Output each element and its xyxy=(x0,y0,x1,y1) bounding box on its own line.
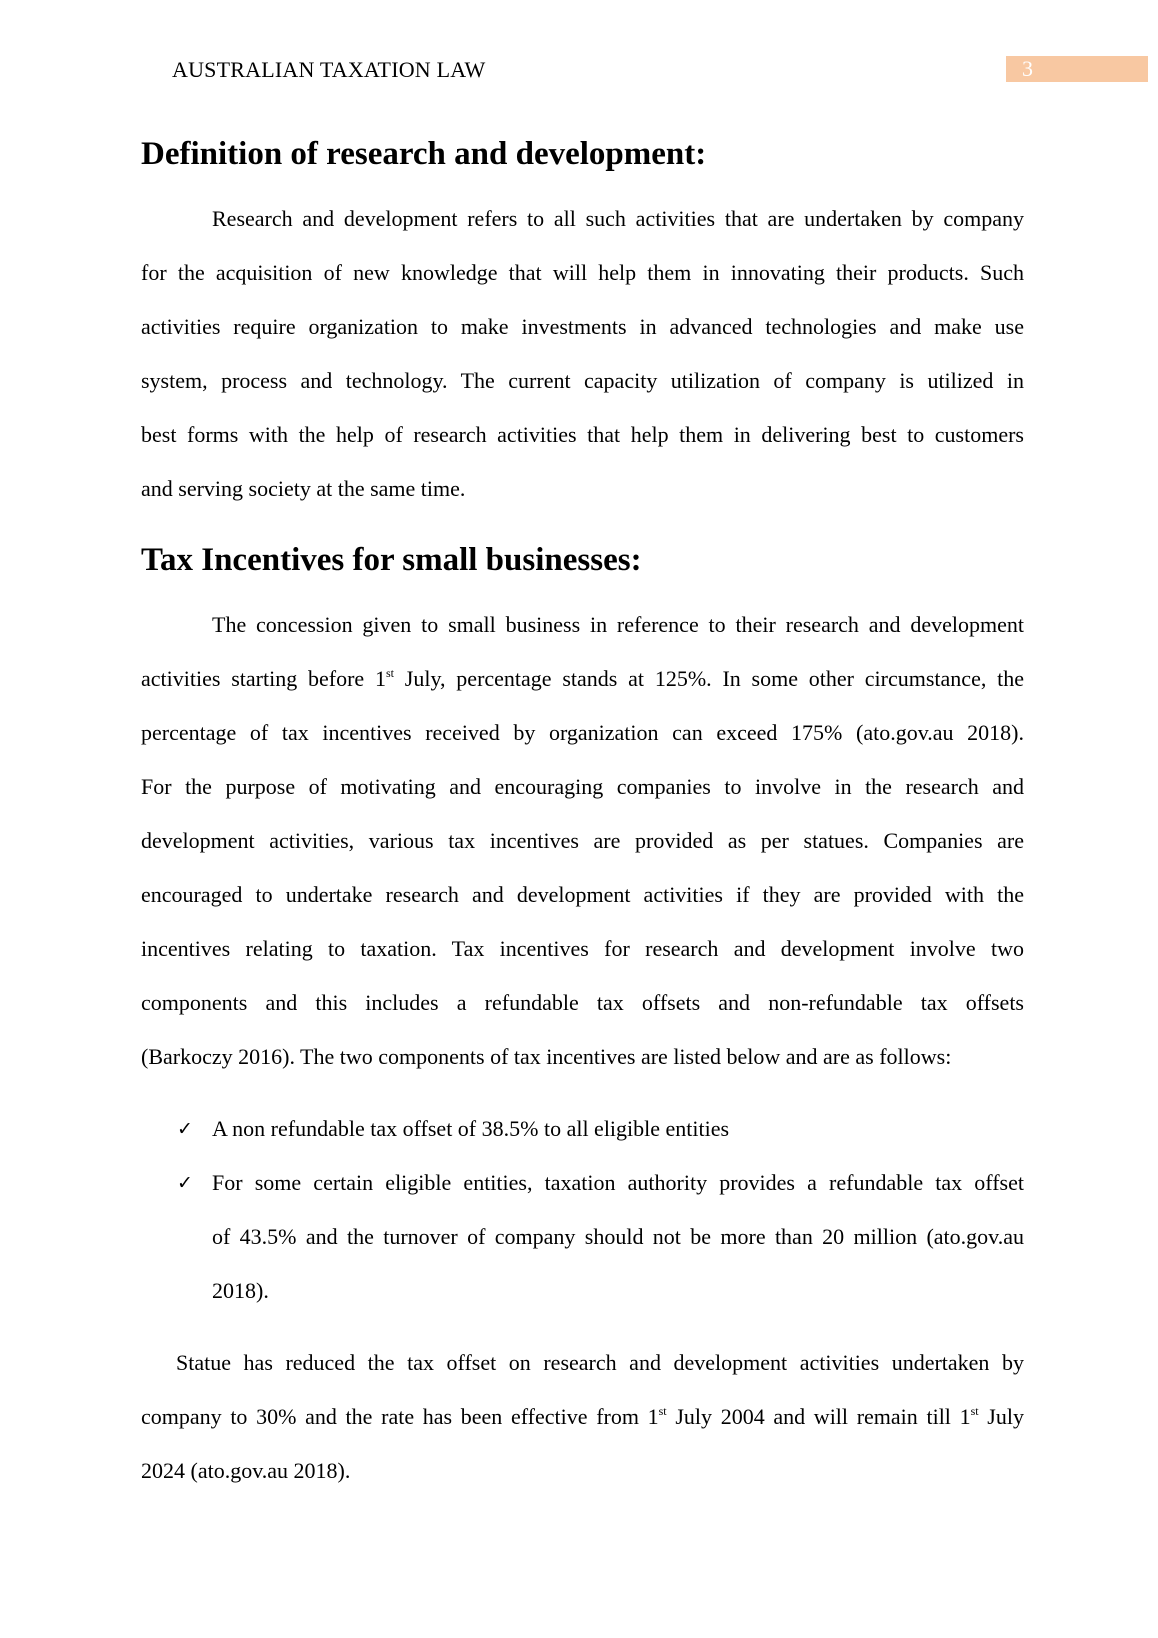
text-line: components and this includes a refundable tax offsets and non-refundable tax offsets xyxy=(141,990,1024,1015)
section-heading-tax-incentives: Tax Incentives for small businesses: xyxy=(141,542,642,578)
paragraph-rd-definition xyxy=(141,192,1024,516)
section-heading-rd-definition: Definition of research and development: xyxy=(141,136,707,172)
paragraph-closing xyxy=(141,1336,1024,1498)
text-line: encouraged to undertake research and development activities if they are provided with the xyxy=(141,882,1024,907)
text-line xyxy=(141,652,1024,706)
text-run: July xyxy=(978,1404,1024,1429)
superscript: st xyxy=(385,666,394,680)
text-line: For some certain eligible entities, taxation authority provides a refundable tax offset xyxy=(212,1170,1024,1195)
running-header-title: AUSTRALIAN TAXATION LAW xyxy=(172,57,486,82)
check-icon: ✓ xyxy=(177,1118,193,1140)
text-line: A non refundable tax offset of 38.5% to all eligible entities xyxy=(212,1116,730,1141)
document-body xyxy=(141,134,1024,1498)
text-line: The concession given to small business in reference to their research and development xyxy=(212,612,1024,637)
text-line: 2018). xyxy=(212,1278,269,1303)
page-number: 3 xyxy=(1006,56,1148,82)
text-run: activities starting before 1 xyxy=(141,666,386,691)
superscript: st xyxy=(658,1404,667,1418)
text-run: company to 30% and the rate has been effective from 1 xyxy=(141,1404,659,1429)
bullet-list xyxy=(141,1102,1024,1318)
text-line: For the purpose of motivating and encouraging companies to involve in the research and xyxy=(141,774,1024,799)
list-item xyxy=(141,1102,1024,1156)
text-line: Research and development refers to all such activities that are undertaken by company xyxy=(212,206,1024,231)
text-line: system, process and technology. The current capacity utilization of company is utilized in xyxy=(141,368,1024,393)
text-line: incentives relating to taxation. Tax incentives for research and development involve two xyxy=(141,936,1024,961)
text-line: best forms with the help of research activities that help them in delivering best to customers xyxy=(141,422,1024,447)
text-line: development activities, various tax incentives are provided as per statues. Companies are xyxy=(141,828,1024,853)
text-line: and serving society at the same time. xyxy=(141,476,466,501)
text-run: July, percentage stands at 125%. In some other circumstance, the xyxy=(393,666,1024,691)
text-line: activities require organization to make investments in advanced technologies and make use xyxy=(141,314,1024,339)
paragraph-tax-incentives xyxy=(141,598,1024,1084)
text-line: 2024 (ato.gov.au 2018). xyxy=(141,1458,351,1483)
text-line: for the acquisition of new knowledge that will help them in innovating their products. Such xyxy=(141,260,1024,285)
text-line: (Barkoczy 2016). The two components of tax incentives are listed below and are as follows: xyxy=(141,1044,952,1069)
list-item xyxy=(141,1156,1024,1318)
check-icon: ✓ xyxy=(177,1172,193,1194)
text-line: of 43.5% and the turnover of company should not be more than 20 million (ato.gov.au xyxy=(212,1224,1024,1249)
text-run: July 2004 and will remain till 1 xyxy=(666,1404,971,1429)
superscript: st xyxy=(970,1404,979,1418)
text-line xyxy=(141,1390,1024,1444)
text-line: Statue has reduced the tax offset on research and development activities undertaken by xyxy=(176,1350,1024,1375)
text-line: percentage of tax incentives received by organization can exceed 175% (ato.gov.au 2018). xyxy=(141,720,1024,745)
